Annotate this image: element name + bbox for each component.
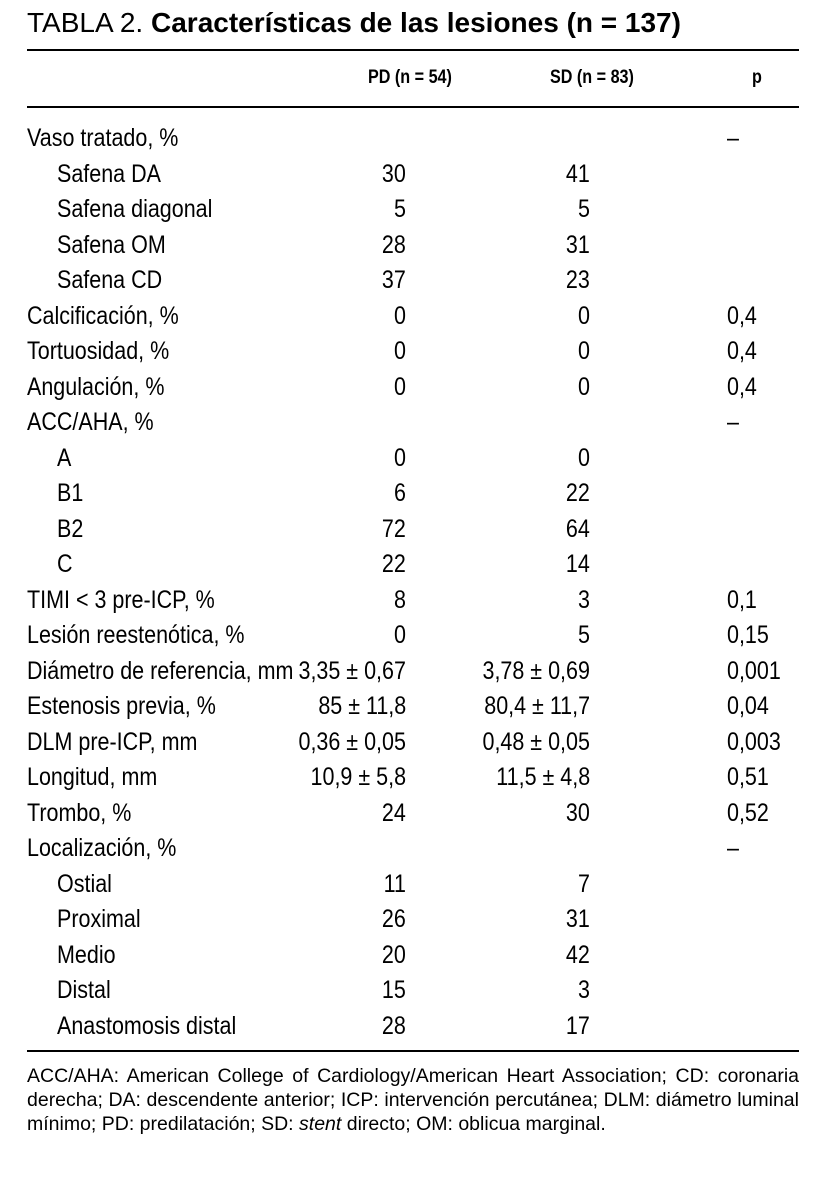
cell-p: 0,4 (727, 337, 757, 365)
cell-pd: 0 (394, 443, 406, 472)
cell-sd: 17 (566, 1011, 590, 1040)
cell-pd: 5 (394, 195, 406, 223)
cell-pd: 11 (383, 869, 406, 898)
cell-sd: 0 (578, 443, 590, 472)
row-label: Localización, % (27, 834, 177, 862)
cell-sd: 3,78 ± 0,69 (482, 656, 590, 685)
cell-pd: 37 (382, 266, 406, 294)
row-label: Tortuosidad, % (27, 337, 170, 365)
cell-pd: 8 (394, 585, 406, 614)
cell-sd: 31 (566, 905, 590, 933)
row-label: Angulación, % (27, 372, 165, 401)
cell-sd: 0 (578, 337, 590, 365)
cell-sd: 0 (578, 372, 590, 401)
cell-sd: 22 (566, 479, 590, 507)
cell-p: – (727, 124, 739, 152)
row-label: Calcificación, % (27, 301, 179, 330)
cell-pd: 0 (394, 621, 406, 649)
footnote-italic: stent (299, 1113, 342, 1135)
table-row (0, 299, 822, 335)
table-row (0, 583, 822, 619)
column-header-p: p (752, 67, 762, 88)
row-label: Safena DA (57, 159, 161, 188)
row-label: B2 (57, 514, 84, 543)
table-number: TABLA 2. (27, 7, 144, 38)
table-row (0, 192, 822, 228)
cell-p: – (727, 834, 739, 862)
row-label: ACC/AHA, % (27, 408, 154, 436)
cell-p: 0,4 (727, 301, 757, 330)
footnote-text-end: directo; OM: oblicua marginal. (341, 1113, 606, 1135)
row-label: Longitud, mm (27, 763, 158, 791)
cell-sd: 7 (578, 869, 590, 898)
table-footnote (27, 1064, 799, 1136)
table-row (0, 654, 822, 690)
table-row (0, 689, 822, 725)
cell-pd: 6 (394, 479, 406, 507)
cell-p: – (727, 408, 739, 436)
row-label: Trombo, % (27, 798, 132, 827)
table-row (0, 760, 822, 796)
cell-sd: 3 (578, 585, 590, 614)
row-label: B1 (57, 479, 84, 507)
cell-sd: 30 (566, 798, 590, 827)
footnote-text: ACC/AHA: American College of Cardiology/American Heart Association; CD: coronaria derecha; DA: descendente anterior; ICP: intervención percutánea; DLM: diámetro luminal mínimo; PD: predilatación; SD: (27, 1065, 799, 1135)
row-label: Safena CD (57, 266, 163, 294)
cell-pd: 24 (382, 798, 406, 827)
table-row (0, 263, 822, 299)
cell-sd: 23 (566, 266, 590, 294)
table-row (0, 725, 822, 761)
table-row (0, 512, 822, 548)
row-label: Diámetro de referencia, mm (27, 656, 294, 685)
cell-pd: 28 (382, 230, 406, 259)
table-row (0, 405, 822, 441)
table-row (0, 370, 822, 406)
cell-pd: 22 (382, 550, 406, 578)
cell-sd: 5 (578, 621, 590, 649)
cell-sd: 5 (578, 195, 590, 223)
cell-p: 0,4 (727, 372, 757, 401)
table-row (0, 228, 822, 264)
row-label: Safena diagonal (57, 195, 213, 223)
table-title (27, 6, 817, 40)
cell-p: 0,04 (727, 692, 769, 720)
cell-pd: 20 (382, 940, 406, 969)
cell-sd: 14 (566, 550, 590, 578)
cell-sd: 0,48 ± 0,05 (482, 727, 590, 756)
cell-p: 0,52 (727, 798, 769, 827)
cell-pd: 15 (382, 976, 406, 1004)
cell-pd: 0 (394, 337, 406, 365)
table-row (0, 973, 822, 1009)
table-row (0, 1009, 822, 1045)
top-rule (27, 49, 799, 51)
table-body (0, 121, 822, 1044)
cell-pd: 72 (382, 514, 406, 543)
table-row (0, 902, 822, 938)
row-label: Estenosis previa, % (27, 692, 216, 720)
table-row (0, 796, 822, 832)
table-row (0, 867, 822, 903)
row-label: Anastomosis distal (57, 1011, 237, 1040)
cell-pd: 0,36 ± 0,05 (298, 727, 406, 756)
row-label: Lesión reestenótica, % (27, 621, 245, 649)
table-row (0, 547, 822, 583)
column-header-pd: PD (n = 54) (368, 67, 452, 88)
row-label: Vaso tratado, % (27, 124, 179, 152)
cell-pd: 0 (394, 372, 406, 401)
table-row (0, 938, 822, 974)
table-row (0, 157, 822, 193)
cell-sd: 3 (578, 976, 590, 1004)
cell-p: 0,1 (727, 585, 757, 614)
header-rule (27, 106, 799, 108)
cell-pd: 30 (382, 159, 406, 188)
cell-p: 0,15 (727, 621, 769, 649)
cell-sd: 11,5 ± 4,8 (496, 763, 590, 791)
cell-pd: 85 ± 11,8 (318, 692, 406, 720)
cell-sd: 31 (566, 230, 590, 259)
cell-p: 0,003 (727, 727, 781, 756)
cell-pd: 28 (382, 1011, 406, 1040)
cell-pd: 3,35 ± 0,67 (298, 656, 406, 685)
cell-pd: 10,9 ± 5,8 (310, 763, 406, 791)
cell-sd: 0 (578, 301, 590, 330)
cell-p: 0,51 (727, 763, 769, 791)
row-label: C (57, 550, 73, 578)
row-label: Ostial (57, 869, 112, 898)
table-row (0, 334, 822, 370)
row-label: Distal (57, 976, 111, 1004)
table-row (0, 618, 822, 654)
cell-p: 0,001 (727, 656, 781, 685)
row-label: Safena OM (57, 230, 166, 259)
row-label: A (57, 443, 72, 472)
table-caption: Características de las lesiones (n = 137) (151, 7, 681, 38)
row-label: TIMI < 3 pre-ICP, % (27, 585, 215, 614)
table-row (0, 476, 822, 512)
cell-pd: 0 (394, 301, 406, 330)
cell-sd: 64 (566, 514, 590, 543)
row-label: DLM pre-ICP, mm (27, 727, 198, 756)
column-header-sd: SD (n = 83) (550, 67, 634, 88)
table-row (0, 831, 822, 867)
cell-sd: 80,4 ± 11,7 (484, 692, 590, 720)
table-row (0, 121, 822, 157)
cell-sd: 42 (566, 940, 590, 969)
row-label: Proximal (57, 905, 141, 933)
row-label: Medio (57, 940, 116, 969)
table-row (0, 441, 822, 477)
cell-pd: 26 (382, 905, 406, 933)
cell-sd: 41 (566, 159, 590, 188)
bottom-rule (27, 1050, 799, 1052)
